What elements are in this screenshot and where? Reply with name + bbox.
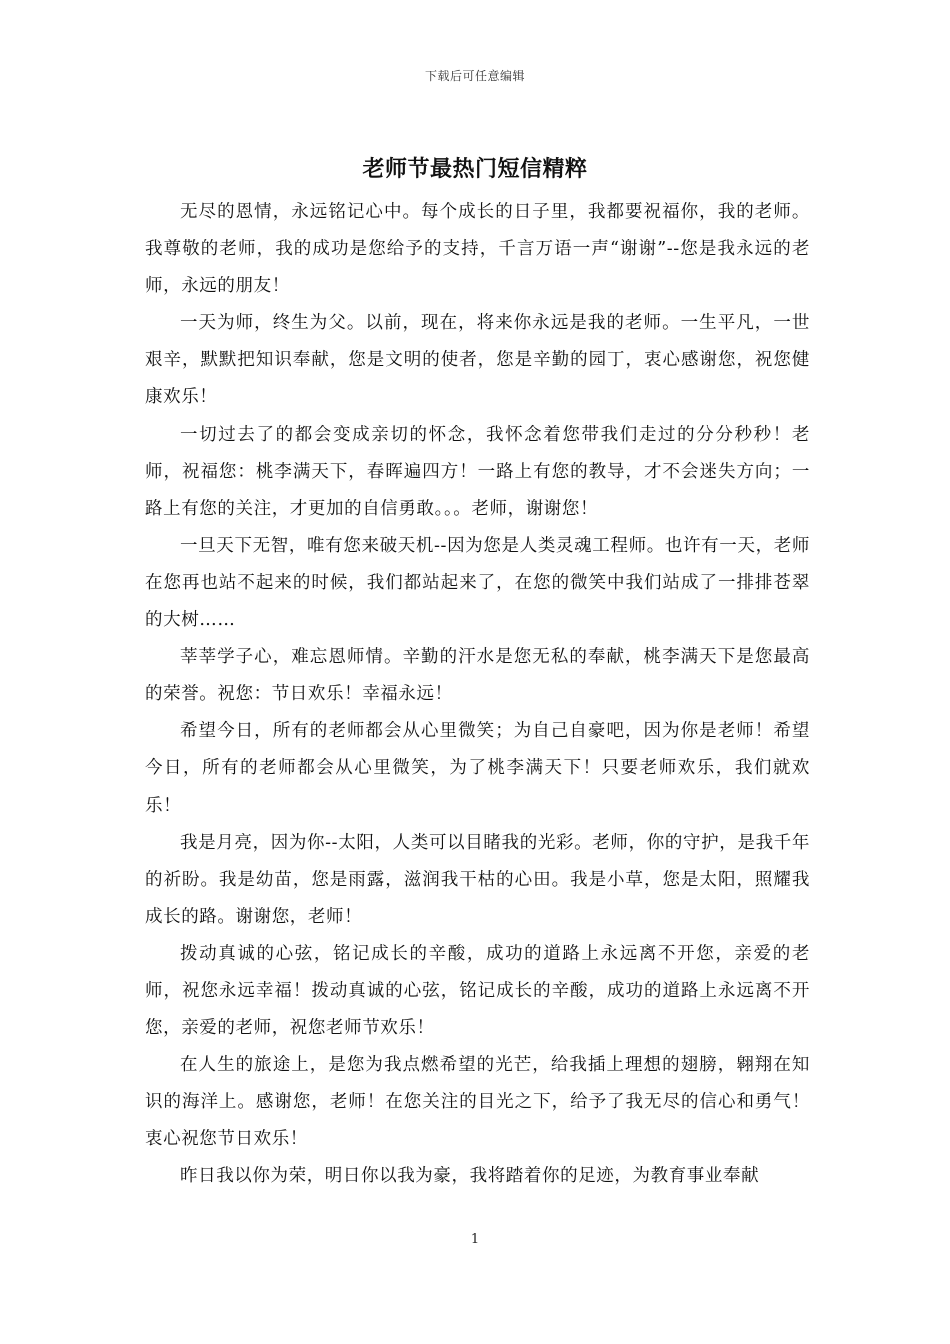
page-header-note: 下载后可任意编辑: [424, 69, 525, 83]
paragraph-10: 昨日我以你为荣，明日你以我为豪，我将踏着你的足迹，为教育事业奉献: [180, 1166, 760, 1187]
paragraph-7: 我是月亮，因为你--太阳，人类可以目睹我的光彩。老师，你的守护，是我千年的祈盼。我是幼苗，您是雨露，滋润我干枯的心田。我是小草，您是太阳，照耀我成长的路。谢谢您，老师！: [145, 832, 810, 927]
paragraph-6: 希望今日，所有的老师都会从心里微笑；为自己自豪吧，因为你是老师！希望今日，所有的老师都会从心里微笑，为了桃李满天下！只要老师欢乐，我们就欢乐！: [145, 721, 810, 816]
document-body: [145, 194, 810, 1196]
paragraph-8: 拨动真诚的心弦，铭记成长的辛酸，成功的道路上永远离不开您，亲爱的老师，祝您永远幸福！拨动真诚的心弦，铭记成长的辛酸，成功的道路上永远离不开您，亲爱的老师，祝您老师节欢乐！: [145, 943, 810, 1039]
paragraph-4: 一旦天下无智，唯有您来破天机--因为您是人类灵魂工程师。也许有一天，老师在您再也站不起来的时候，我们都站起来了，在您的微笑中我们站成了一排排苍翠的大树……: [145, 535, 810, 631]
page-number: 1: [470, 1232, 480, 1247]
paragraph-1: 无尽的恩情，永远铭记心中。每个成长的日子里，我都要祝福你，我的老师。我尊敬的老师，我的成功是您给予的支持，千言万语一声“谢谢”--您是我永远的老师，永远的朋友！: [145, 202, 810, 297]
document-title: 老师节最热门短信精粹: [362, 156, 588, 182]
paragraph-9: 在人生的旅途上，是您为我点燃希望的光芒，给我插上理想的翅膀，翱翔在知识的海洋上。感谢您，老师！在您关注的目光之下，给予了我无尽的信心和勇气！衷心祝您节日欢乐！: [145, 1055, 810, 1150]
paragraph-2: 一天为师，终生为父。以前，现在，将来你永远是我的老师。一生平凡，一世艰辛，默默把知识奉献，您是文明的使者，您是辛勤的园丁，衷心感谢您，祝您健康欢乐！: [145, 313, 810, 408]
paragraph-5: 莘莘学子心，难忘恩师情。辛勤的汗水是您无私的奉献，桃李满天下是您最高的荣誉。祝您：节日欢乐！幸福永远！: [145, 647, 810, 705]
paragraph-3: 一切过去了的都会变成亲切的怀念，我怀念着您带我们走过的分分秒秒！老师，祝福您：桃李满天下，春晖遍四方！一路上有您的教导，才不会迷失方向；一路上有您的关注，才更加的自信勇敢。。。老师，谢谢您！: [145, 424, 810, 519]
